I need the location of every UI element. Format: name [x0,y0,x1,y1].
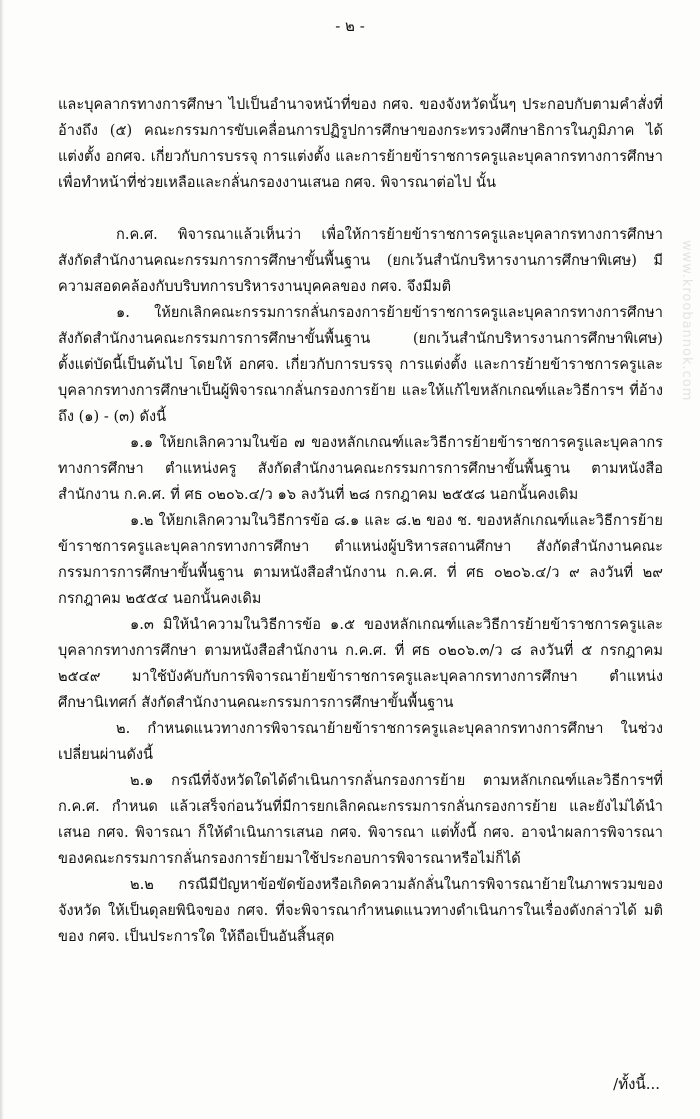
site-watermark: www.kroobannok.com [679,240,694,402]
paragraph-intro-continuation: และบุคลากรทางการศึกษา ไปเป็นอำนาจหน้าที่ของ กศจ. ของจังหวัดนั้นๆ ประกอบกับตามคำสั่งที่อ้างถึง (๕) คณะกรรมการขับเคลื่อนการปฏิรูปการศึกษาของกระทรวงศึกษาธิการในภูมิภาค ได้แต่งตั้ง อกศจ. เกี่ยวกับการบรรจุ การแต่งตั้ง และการย้ายข้าราชการครูและบุคลากรทางการศึกษา เพื่อทำหน้าที่ช่วยเหลือและกลั่นกรองงานเสนอ กศจ. พิจารณาต่อไป นั้น [58,96,663,191]
paragraph-item-2: ๒. กำหนดแนวทางการพิจารณาย้ายข้าราชการครูและบุคลากรทางการศึกษา ในช่วงเปลี่ยนผ่านดังนี้ [58,720,663,763]
paragraph-item-1: ๑. ให้ยกเลิกคณะกรรมการกลั่นกรองการย้ายข้าราชการครูและบุคลากรทางการศึกษา สังกัดสำนักงานคณะกรรมการการศึกษาขั้นพื้นฐาน (ยกเว้นสำนักบริหารงานการศึกษาพิเศษ) ตั้งแต่บัดนี้เป็นต้นไป โดยให้ อกศจ. เกี่ยวกับการบรรจุ การแต่งตั้ง และการย้ายข้าราชการครูและบุคลากรทางการศึกษาเป็นผู้พิจารณากลั่นกรองการย้าย และให้แก้ไขหลักเกณฑ์และวิธีการฯ ที่อ้างถึง (๑) - (๓) ดังนี้ [58,304,663,425]
paragraph-resolution: ก.ค.ศ. พิจารณาแล้วเห็นว่า เพื่อให้การย้ายข้าราชการครูและบุคลากรทางการศึกษา สังกัดสำนักงานคณะกรรมการการศึกษาขั้นพื้นฐาน (ยกเว้นสำนักบริหารงานการศึกษาพิเศษ) มีความสอดคล้องกับบริบทการบริหารงานบุคคลของ กศจ. จึงมีมติ [58,226,663,295]
paragraph-item-1-2: ๑.๒ ให้ยกเลิกความในวิธีการข้อ ๘.๑ และ ๘.๒ ของ ช. ของหลักเกณฑ์และวิธีการย้ายข้าราชการครูและบุคลากรทางการศึกษา ตำแหน่งผู้บริหารสถานศึกษา สังกัดสำนักงานคณะกรรมการการศึกษาขั้นพื้นฐาน ตามหนังสือสำนักงาน ก.ค.ศ. ที่ ศธ ๐๒๐๖.๔/ว ๙ ลงวันที่ ๒๙ กรกฎาคม ๒๕๕๔ นอกนั้นคงเดิม [58,512,663,607]
paragraph-item-2-2: ๒.๒ กรณีมีปัญหาข้อขัดข้องหรือเกิดความลักลั่นในการพิจารณาย้ายในภาพรวมของจังหวัด ให้เป็นดุลยพินิจของ กศจ. ที่จะพิจารณากำหนดแนวทางดำเนินการในเรื่องดังกล่าวได้ มติของ กศจ. เป็นประการใด ให้ถือเป็นอันสิ้นสุด [58,876,663,945]
scan-edge-shadow [0,0,4,1119]
paragraph-item-1-1: ๑.๑ ให้ยกเลิกความในข้อ ๗ ของหลักเกณฑ์และวิธีการย้ายข้าราชการครูและบุคลากรทางการศึกษา ตำแหน่งครู สังกัดสำนักงานคณะกรรมการการศึกษาขั้นพื้นฐาน ตามหนังสือสำนักงาน ก.ค.ศ. ที่ ศธ ๐๒๐๖.๔/ว ๑๖ ลงวันที่ ๒๘ กรกฎาคม ๒๕๕๘ นอกนั้นคงเดิม [58,434,663,503]
paragraph-item-1-3: ๑.๓ มิให้นำความในวิธีการข้อ ๑.๕ ของหลักเกณฑ์และวิธีการย้ายข้าราชการครูและบุคลากรทางการศึกษา ตามหนังสือสำนักงาน ก.ค.ศ. ที่ ศธ ๐๒๐๖.๓/ว ๘ ลงวันที่ ๕ กรกฎาคม ๒๕๔๙ มาใช้บังคับกับการพิจารณาย้ายข้าราชการครูและบุคลากรทางการศึกษา ตำแหน่งศึกษานิเทศก์ สังกัดสำนักงานคณะกรรมการการศึกษาขั้นพื้นฐาน [58,616,663,711]
page-number: - ๒ - [335,17,365,35]
paragraph-item-2-1: ๒.๑ กรณีที่จังหวัดใดได้ดำเนินการกลั่นกรองการย้าย ตามหลักเกณฑ์และวิธีการฯที่ ก.ค.ศ. กำหนด แล้วเสร็จก่อนวันที่มีการยกเลิกคณะกรรมการกลั่นกรองการย้าย และยังไม่ได้นำเสนอ กศจ. พิจารณา ก็ให้ดำเนินการเสนอ กศจ. พิจารณา แต่ทั้งนี้ กศจ. อาจนำผลการพิจารณาของคณะกรรมการกลั่นกรองการย้ายมาใช้ประกอบการพิจารณาหรือไม่ก็ได้ [58,772,663,867]
continuation-marker: /ทั้งนี้... [613,1075,660,1093]
document-body [58,92,663,950]
paragraph-gap [58,196,663,222]
